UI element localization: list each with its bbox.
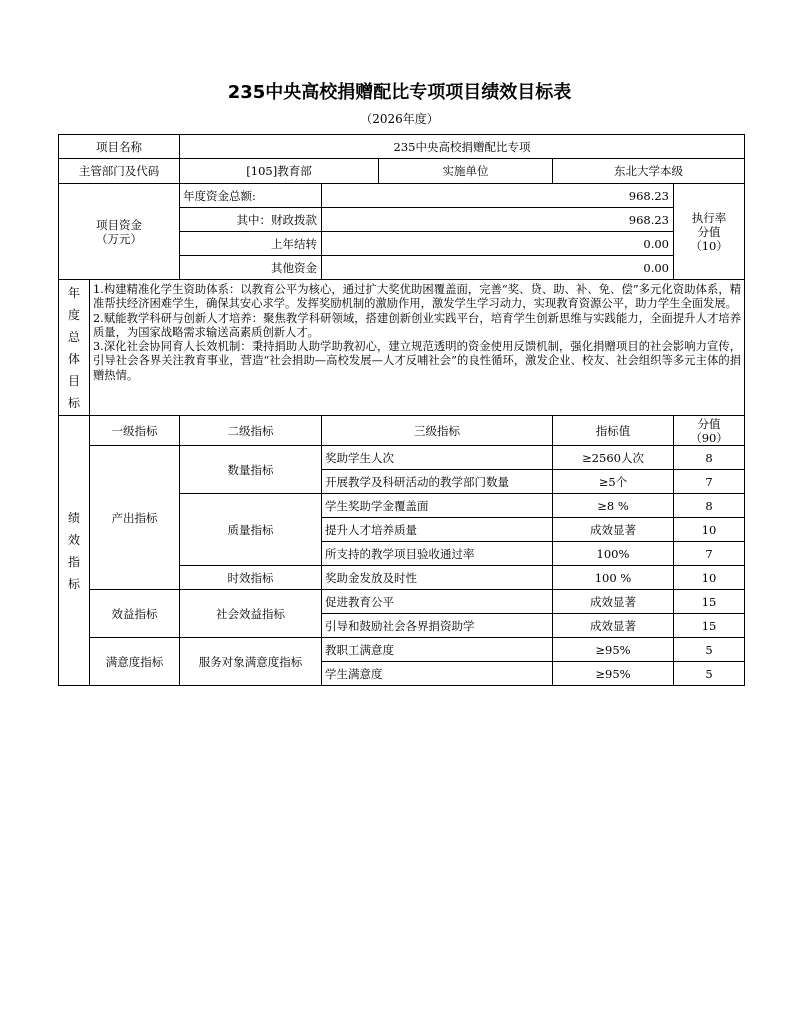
level3-cell: 学生满意度 [322,662,553,686]
score-cell: 8 [674,494,745,518]
goals-text: 1.构建精准化学生资助体系：以教育公平为核心，通过扩大奖优助困覆盖面，完善“奖、贷、助、补、免、偿”多元化资助体系，精准帮扶经济困难学生，确保其安心求学。发挥奖励机制的激励作用，激发学生学习动力，实现教育资源公平，助力学生全面发展。 2.赋能教学科研与创新人才培养：聚焦教学科研领域，搭建创新创业实践平台，培育学生创新思维与实践能力，全面提升人才培养质量，为国家战略需求输送高素质创新人才。 3.深化社会协同育人长效机制：秉持捐助人助学助教初心，建立规范透明的资金使用反馈机制，强化捐赠项目的社会影响力宣传，引导社会各界关注教育事业，营造“社会捐助—高校发展—人才反哺社会”的良性循环，激发企业、校友、社会组织等多元主体的捐赠热情。 [90,280,745,416]
execution-rate-label: 执行率 [691,210,727,225]
header-score [674,416,745,446]
value-cell: ≥2560人次 [553,446,674,470]
level1-output: 产出指标 [90,446,180,590]
score-cell: 7 [674,542,745,566]
execution-rate-cell [674,184,745,280]
score-cell: 7 [674,470,745,494]
level1-satisfaction: 满意度指标 [90,638,180,686]
fund-label-text: 项目资金 [96,217,142,232]
fund-carryover-value: 0.00 [322,232,674,256]
value-cell: 成效显著 [553,614,674,638]
project-name-value: 235中央高校捐赠配比专项 [180,135,745,159]
page-title: 235中央高校捐赠配比专项项目绩效目标表 [227,82,572,103]
goals-label-char: 总 [67,329,80,344]
table-row [59,590,745,614]
indicator-label-char: 绩 [67,510,80,525]
indicator-header-row [59,416,745,446]
goals-side-label [59,280,90,416]
header-level2: 二级指标 [180,416,322,446]
level3-cell: 奖助金发放及时性 [322,566,553,590]
fund-carryover-label: 上年结转 [180,232,322,256]
level2-timeliness: 时效指标 [180,566,322,590]
department-row [59,159,745,184]
goals-label-char: 年 [67,285,80,300]
header-score-label: 分值 [697,416,721,431]
value-cell: 成效显著 [553,590,674,614]
score-cell: 5 [674,662,745,686]
indicator-label-char: 指 [67,554,80,569]
level3-cell: 所支持的教学项目验收通过率 [322,542,553,566]
unit-value: 东北大学本级 [553,159,745,184]
goals-label-char: 标 [67,395,80,410]
goals-label-char: 体 [67,351,80,366]
level3-cell: 提升人才培养质量 [322,518,553,542]
level2-quality: 质量指标 [180,494,322,566]
score-cell: 10 [674,566,745,590]
level3-cell: 开展教学及科研活动的教学部门数量 [322,470,553,494]
value-cell: ≥5个 [553,470,674,494]
project-name-label: 项目名称 [59,135,180,159]
department-value: [105]教育部 [180,159,379,184]
goals-label-char: 度 [67,307,80,322]
performance-table [58,134,745,686]
indicator-label-char: 标 [67,576,80,591]
level3-cell: 引导和鼓励社会各界捐资助学 [322,614,553,638]
year-label: （2026年度） [360,112,439,126]
level3-cell: 促进教育公平 [322,590,553,614]
fund-other-label: 其他资金 [180,256,322,280]
fund-row [59,184,745,208]
level2-social-benefit: 社会效益指标 [180,590,322,638]
value-cell: 100% [553,542,674,566]
score-cell: 15 [674,590,745,614]
fund-total-value: 968.23 [322,184,674,208]
execution-score-value: （10） [690,238,728,253]
level1-benefit: 效益指标 [90,590,180,638]
value-cell: 成效显著 [553,518,674,542]
execution-score-label: 分值 [697,224,721,239]
fund-fiscal-label: 其中：财政拨款 [180,208,322,232]
header-level3: 三级指标 [322,416,553,446]
value-cell: ≥95% [553,638,674,662]
level3-cell: 教职工满意度 [322,638,553,662]
level2-quantity: 数量指标 [180,446,322,494]
indicator-label-char: 效 [67,532,80,547]
table-row [59,638,745,662]
header-score-total: （90） [690,430,728,445]
score-cell: 8 [674,446,745,470]
score-cell: 15 [674,614,745,638]
fund-unit-text: （万元） [96,231,142,246]
table-row [59,446,745,470]
department-label: 主管部门及代码 [59,159,180,184]
level3-cell: 学生奖助学金覆盖面 [322,494,553,518]
unit-label: 实施单位 [379,159,553,184]
fund-label [59,184,180,280]
project-name-row [59,135,745,159]
fund-fiscal-value: 968.23 [322,208,674,232]
fund-total-label: 年度资金总额: [180,184,322,208]
value-cell: 100 % [553,566,674,590]
value-cell: ≥8 % [553,494,674,518]
value-cell: ≥95% [553,662,674,686]
level3-cell: 奖助学生人次 [322,446,553,470]
indicator-side-label [59,416,90,686]
header-level1: 一级指标 [90,416,180,446]
score-cell: 10 [674,518,745,542]
score-cell: 5 [674,638,745,662]
header-value: 指标值 [553,416,674,446]
fund-other-value: 0.00 [322,256,674,280]
goals-row [59,280,745,416]
level2-service-satisfaction: 服务对象满意度指标 [180,638,322,686]
goals-label-char: 目 [67,373,80,388]
